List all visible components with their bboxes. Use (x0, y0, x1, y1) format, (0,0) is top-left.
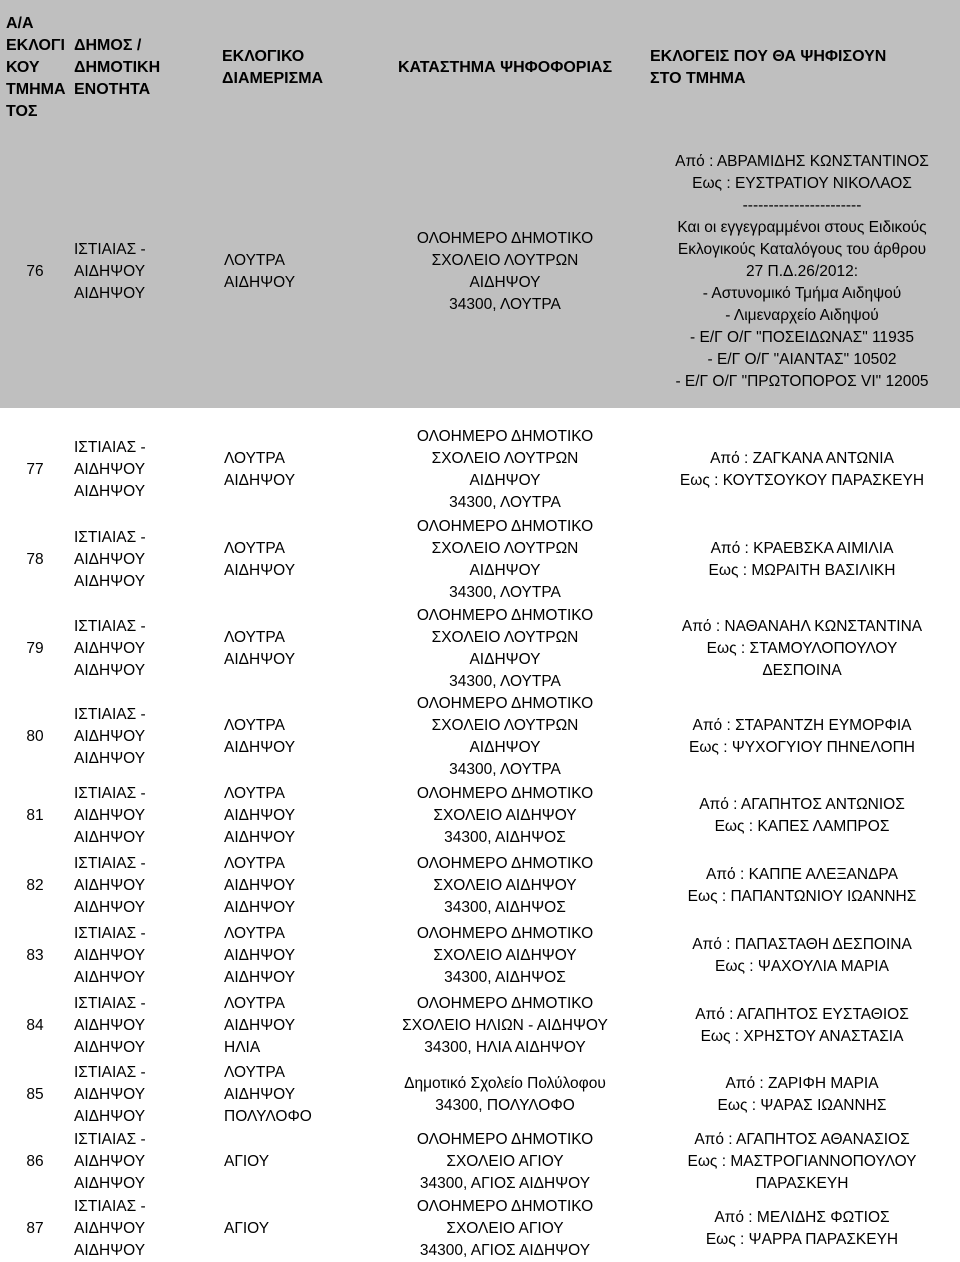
row-voters: Από : ΚΡΑΕΒΣΚΑ ΑΙΜΙΛΙΑ Εως : ΜΩΡΑΙΤΗ ΒΑΣΙΛΙΚΗ (708, 540, 896, 579)
table-header-row (0, 0, 960, 135)
row-number: 79 (26, 639, 44, 657)
row-station: ΟΛΟΗΜΕΡΟ ΔΗΜΟΤΙΚΟ ΣΧΟΛΕΙΟ ΑΓΙΟΥ 34300, ΑΓΙΟΣ ΑΙΔΗΨΟΥ (416, 1130, 594, 1192)
row-station: ΟΛΟΗΜΕΡΟ ΔΗΜΟΤΙΚΟ ΣΧΟΛΕΙΟ ΑΙΔΗΨΟΥ 34300, ΑΙΔΗΨΟΣ (416, 785, 594, 846)
row-ward: ΛΟΥΤΡΑ ΑΙΔΗΨΟΥ (224, 449, 296, 489)
row-voters: Από : ΑΒΡΑΜΙΔΗΣ ΚΩΝΣΤΑΝΤΙΝΟΣ Εως : ΕΥΣΤΡΑΤΙΟΥ ΝΙΚΟΛΑΟΣ ----------------------- Και οι εγγεγραμμένοι στους Ειδικούς Εκλογικούς Καταλόγους του άρθρου 27 Π.Δ.26/2012: - Αστυνομικό Τμήμα Αιδηψού - Λιμεναρχείο Αιδηψού - Ε/Γ Ο/Γ "ΠΟΣΕΙΔΩΝΑΣ" 11935 - Ε/Γ Ο/Γ "ΑΙΑΝΤΑΣ" 10502 - Ε/Γ Ο/Γ "ΠΡΩΤΟΠΟΡΟΣ VI" 12005 (644, 135, 960, 408)
row-municipality: ΙΣΤΙΑΙΑΣ - ΑΙΔΗΨΟΥ ΑΙΔΗΨΟΥ (70, 135, 216, 408)
header-number: Α/Α ΕΚΛΟΓΙ ΚΟΥ ΤΜΗΜΑ ΤΟΣ (0, 0, 70, 135)
row-municipality: ΙΣΤΙΑΙΑΣ - ΑΙΔΗΨΟΥ ΑΙΔΗΨΟΥ (74, 925, 146, 986)
row-voters: Από : ΣΤΑΡΑΝΤΖΗ ΕΥΜΟΡΦΙΑ Εως : ΨΥΧΟΓΥΙΟΥ ΠΗΝΕΛΟΠΗ (688, 717, 915, 756)
row-station: Δημοτικό Σχολείο Πολύλοφου 34300, ΠΟΛΥΛΟΦΟ (404, 1074, 606, 1114)
row-number: 81 (26, 807, 44, 824)
row-voters: Από : ΖΑΡΙΦΗ ΜΑΡΙΑ Εως : ΨΑΡΑΣ ΙΩΑΝΝΗΣ (717, 1074, 887, 1114)
row-municipality: ΙΣΤΙΑΙΑΣ - ΑΙΔΗΨΟΥ ΑΙΔΗΨΟΥ (74, 1063, 146, 1125)
row-number: 86 (26, 1152, 44, 1170)
table-row (0, 423, 960, 516)
row-municipality: ΙΣΤΙΑΙΑΣ - ΑΙΔΗΨΟΥ ΑΙΔΗΨΟΥ (74, 785, 146, 846)
row-number: 76 (0, 135, 70, 408)
table-row (0, 1061, 960, 1128)
table-row (0, 921, 960, 991)
row-number: 83 (26, 947, 44, 964)
table-row (0, 604, 960, 693)
row-municipality: ΙΣΤΙΑΙΑΣ - ΑΙΔΗΨΟΥ ΑΙΔΗΨΟΥ (74, 995, 146, 1056)
row-municipality: ΙΣΤΙΑΙΑΣ - ΑΙΔΗΨΟΥ ΑΙΔΗΨΟΥ (74, 706, 146, 767)
row-number: 85 (26, 1085, 44, 1103)
row-municipality: ΙΣΤΙΑΙΑΣ - ΑΙΔΗΨΟΥ ΑΙΔΗΨΟΥ (74, 617, 146, 679)
header-station: ΚΑΤΑΣΤΗΜΑ ΨΗΦΟΦΟΡΙΑΣ (366, 0, 644, 135)
table-row (0, 781, 960, 851)
header-ward: ΕΚΛΟΓΙΚΟ ΔΙΑΜΕΡΙΣΜΑ (216, 0, 366, 135)
row-municipality: ΙΣΤΙΑΙΑΣ - ΑΙΔΗΨΟΥ ΑΙΔΗΨΟΥ (74, 1130, 146, 1192)
row-station: ΟΛΟΗΜΕΡΟ ΔΗΜΟΤΙΚΟ ΣΧΟΛΕΙΟ ΛΟΥΤΡΩΝ ΑΙΔΗΨΟΥ 34300, ΛΟΥΤΡΑ (416, 695, 594, 778)
header-municipality: ΔΗΜΟΣ / ΔΗΜΟΤΙΚΗ ΕΝΟΤΗΤΑ (70, 0, 216, 135)
row-station: ΟΛΟΗΜΕΡΟ ΔΗΜΟΤΙΚΟ ΣΧΟΛΕΙΟ ΛΟΥΤΡΩΝ ΑΙΔΗΨΟΥ 34300, ΛΟΥΤΡΑ (416, 427, 594, 511)
table-row (0, 1128, 960, 1195)
table-row (0, 693, 960, 781)
row-voters: Από : ΑΓΑΠΗΤΟΣ ΑΝΤΩΝΙΟΣ Εως : ΚΑΠΕΣ ΛΑΜΠΡΟΣ (699, 796, 905, 835)
row-number: 80 (26, 728, 44, 745)
row-ward: ΛΟΥΤΡΑ ΑΙΔΗΨΟΥ (224, 628, 296, 668)
table-row (0, 991, 960, 1061)
row-spacer (0, 408, 960, 423)
row-ward: ΑΓΙΟΥ (224, 1152, 270, 1170)
row-number: 82 (26, 877, 44, 894)
row-voters: Από : ΖΑΓΚΑΝΑ ΑΝΤΩΝΙΑ Εως : ΚΟΥΤΣΟΥΚΟΥ ΠΑΡΑΣΚΕΥΗ (679, 449, 925, 489)
row-municipality: ΙΣΤΙΑΙΑΣ - ΑΙΔΗΨΟΥ ΑΙΔΗΨΟΥ (74, 855, 146, 916)
table-row (0, 851, 960, 921)
table-row (0, 135, 960, 408)
row-ward: ΛΟΥΤΡΑ ΑΙΔΗΨΟΥ ΠΟΛΥΛΟΦΟ (224, 1063, 312, 1125)
row-ward: ΛΟΥΤΡΑ ΑΙΔΗΨΟΥ (224, 717, 296, 756)
row-station: ΟΛΟΗΜΕΡΟ ΔΗΜΟΤΙΚΟ ΣΧΟΛΕΙΟ ΑΓΙΟΥ 34300, ΑΓΙΟΣ ΑΙΔΗΨΟΥ (416, 1197, 594, 1259)
row-ward: ΛΟΥΤΡΑ ΑΙΔΗΨΟΥ (224, 540, 296, 579)
row-station: ΟΛΟΗΜΕΡΟ ΔΗΜΟΤΙΚΟ ΣΧΟΛΕΙΟ ΑΙΔΗΨΟΥ 34300, ΑΙΔΗΨΟΣ (416, 855, 594, 916)
row-ward: ΛΟΥΤΡΑ ΑΙΔΗΨΟΥ ΑΙΔΗΨΟΥ (224, 925, 296, 986)
row-voters: Από : ΚΑΠΠΕ ΑΛΕΞΑΝΔΡΑ Εως : ΠΑΠΑΝΤΩΝΙΟΥ ΙΩΑΝΝΗΣ (687, 866, 917, 905)
row-ward: ΛΟΥΤΡΑ ΑΙΔΗΨΟΥ ΑΙΔΗΨΟΥ (224, 785, 296, 846)
row-ward: ΛΟΥΤΡΑ ΑΙΔΗΨΟΥ (216, 135, 366, 408)
row-station: ΟΛΟΗΜΕΡΟ ΔΗΜΟΤΙΚΟ ΣΧΟΛΕΙΟ ΑΙΔΗΨΟΥ 34300, ΑΙΔΗΨΟΣ (416, 925, 594, 986)
row-number: 78 (26, 551, 44, 568)
row-voters: Από : ΠΑΠΑΣΤΑΘΗ ΔΕΣΠΟΙΝΑ Εως : ΨΑΧΟΥΛΙΑ ΜΑΡΙΑ (692, 936, 912, 975)
table-row (0, 1195, 960, 1262)
row-ward: ΑΓΙΟΥ (224, 1219, 270, 1237)
row-ward: ΛΟΥΤΡΑ ΑΙΔΗΨΟΥ ΗΛΙΑ (224, 995, 296, 1056)
row-number: 84 (26, 1017, 44, 1034)
row-number: 77 (26, 460, 44, 478)
row-voters: Από : ΜΕΛΙΔΗΣ ΦΩΤΙΟΣ Εως : ΨΑΡΡΑ ΠΑΡΑΣΚΕΥΗ (705, 1208, 899, 1248)
row-voters: Από : ΑΓΑΠΗΤΟΣ ΕΥΣΤΑΘΙΟΣ Εως : ΧΡΗΣΤΟΥ ΑΝΑΣΤΑΣΙΑ (695, 1006, 909, 1045)
row-station: ΟΛΟΗΜΕΡΟ ΔΗΜΟΤΙΚΟ ΣΧΟΛΕΙΟ ΛΟΥΤΡΩΝ ΑΙΔΗΨΟΥ 34300, ΛΟΥΤΡΑ (416, 606, 594, 690)
table-row (0, 516, 960, 604)
row-voters: Από : ΝΑΘΑΝΑΗΛ ΚΩΝΣΤΑΝΤΙΝΑ Εως : ΣΤΑΜΟΥΛΟΠΟΥΛΟΥ ΔΕΣΠΟΙΝΑ (681, 617, 923, 679)
row-number: 87 (26, 1219, 44, 1237)
row-municipality: ΙΣΤΙΑΙΑΣ - ΑΙΔΗΨΟΥ ΑΙΔΗΨΟΥ (74, 1197, 146, 1259)
row-ward: ΛΟΥΤΡΑ ΑΙΔΗΨΟΥ ΑΙΔΗΨΟΥ (224, 855, 296, 916)
row-station: ΟΛΟΗΜΕΡΟ ΔΗΜΟΤΙΚΟ ΣΧΟΛΕΙΟ ΗΛΙΩΝ - ΑΙΔΗΨΟΥ 34300, ΗΛΙΑ ΑΙΔΗΨΟΥ (402, 995, 608, 1056)
header-voters: ΕΚΛΟΓΕΙΣ ΠΟΥ ΘΑ ΨΗΦΙΣΟΥΝ ΣΤΟ ΤΜΗΜΑ (644, 0, 960, 135)
row-municipality: ΙΣΤΙΑΙΑΣ - ΑΙΔΗΨΟΥ ΑΙΔΗΨΟΥ (74, 529, 146, 590)
row-voters: Από : ΑΓΑΠΗΤΟΣ ΑΘΑΝΑΣΙΟΣ Εως : ΜΑΣΤΡΟΓΙΑΝΝΟΠΟΥΛΟΥ ΠΑΡΑΣΚΕΥΗ (687, 1130, 917, 1192)
row-station: ΟΛΟΗΜΕΡΟ ΔΗΜΟΤΙΚΟ ΣΧΟΛΕΙΟ ΛΟΥΤΡΩΝ ΑΙΔΗΨΟΥ 34300, ΛΟΥΤΡΑ (366, 135, 644, 408)
row-municipality: ΙΣΤΙΑΙΑΣ - ΑΙΔΗΨΟΥ ΑΙΔΗΨΟΥ (74, 438, 146, 500)
row-station: ΟΛΟΗΜΕΡΟ ΔΗΜΟΤΙΚΟ ΣΧΟΛΕΙΟ ΛΟΥΤΡΩΝ ΑΙΔΗΨΟΥ 34300, ΛΟΥΤΡΑ (416, 518, 594, 601)
